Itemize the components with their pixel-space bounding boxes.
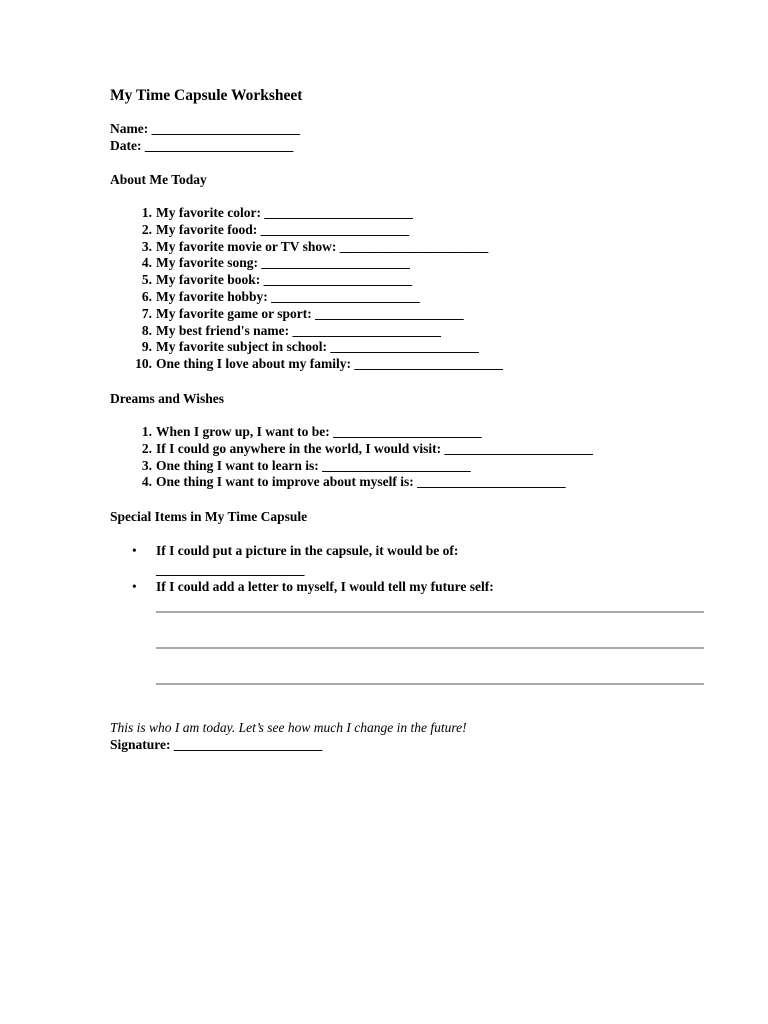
special-items-list <box>110 542 710 595</box>
bullet-icon: • <box>132 543 137 559</box>
about-me-item[interactable]: 9. My favorite subject in school: ______________________ <box>141 339 479 355</box>
about-me-item[interactable]: 3. My favorite movie or TV show: ______________________ <box>141 238 489 254</box>
dreams-list <box>110 424 710 491</box>
about-me-item[interactable]: 8. My best friend's name: ______________________ <box>141 322 441 338</box>
about-me-item[interactable]: 6. My favorite hobby: ______________________ <box>141 288 420 304</box>
closing-note: This is who I am today. Let’s see how much I change in the future! <box>110 720 467 736</box>
about-me-item[interactable]: 5. My favorite book: ______________________ <box>141 272 413 288</box>
signature-field[interactable]: Signature: ______________________ <box>110 737 323 753</box>
picture-item[interactable]: • If I could put a picture in the capsule, it would be of: ______________________ <box>110 542 710 578</box>
about-me-item[interactable]: 7. My favorite game or sport: ______________________ <box>141 305 464 321</box>
worksheet-title: My Time Capsule Worksheet <box>110 87 303 104</box>
bullet-icon: • <box>132 579 137 595</box>
about-me-heading: About Me Today <box>110 172 207 187</box>
letter-item[interactable]: • If I could add a letter to myself, I would tell my future self: <box>132 579 494 595</box>
about-me-item[interactable]: 1. My favorite color: ______________________ <box>141 205 413 220</box>
date-field[interactable]: Date: ______________________ <box>110 138 294 153</box>
name-field[interactable]: Name: ______________________ <box>110 121 301 136</box>
about-me-item[interactable]: 4. My favorite song: ______________________ <box>141 255 410 271</box>
about-me-item[interactable]: 2. My favorite food: ______________________ <box>141 221 410 237</box>
dreams-item[interactable]: 3. One thing I want to learn is: ______________________ <box>141 457 471 473</box>
dreams-item[interactable]: 1. When I grow up, I want to be: ______________________ <box>141 423 482 439</box>
about-me-list <box>110 205 710 373</box>
dreams-item[interactable]: 2. If I could go anywhere in the world, I would visit: ______________________ <box>141 440 594 456</box>
dreams-item[interactable]: 4. One thing I want to improve about myself is: ______________________ <box>141 474 566 490</box>
picture-blank[interactable]: ______________________ <box>156 562 305 578</box>
dreams-heading: Dreams and Wishes <box>110 390 225 406</box>
worksheet-content <box>110 86 710 753</box>
about-me-item[interactable]: 10. One thing I love about my family: ______________________ <box>135 356 503 372</box>
special-items-heading: Special Items in My Time Capsule <box>110 509 308 525</box>
